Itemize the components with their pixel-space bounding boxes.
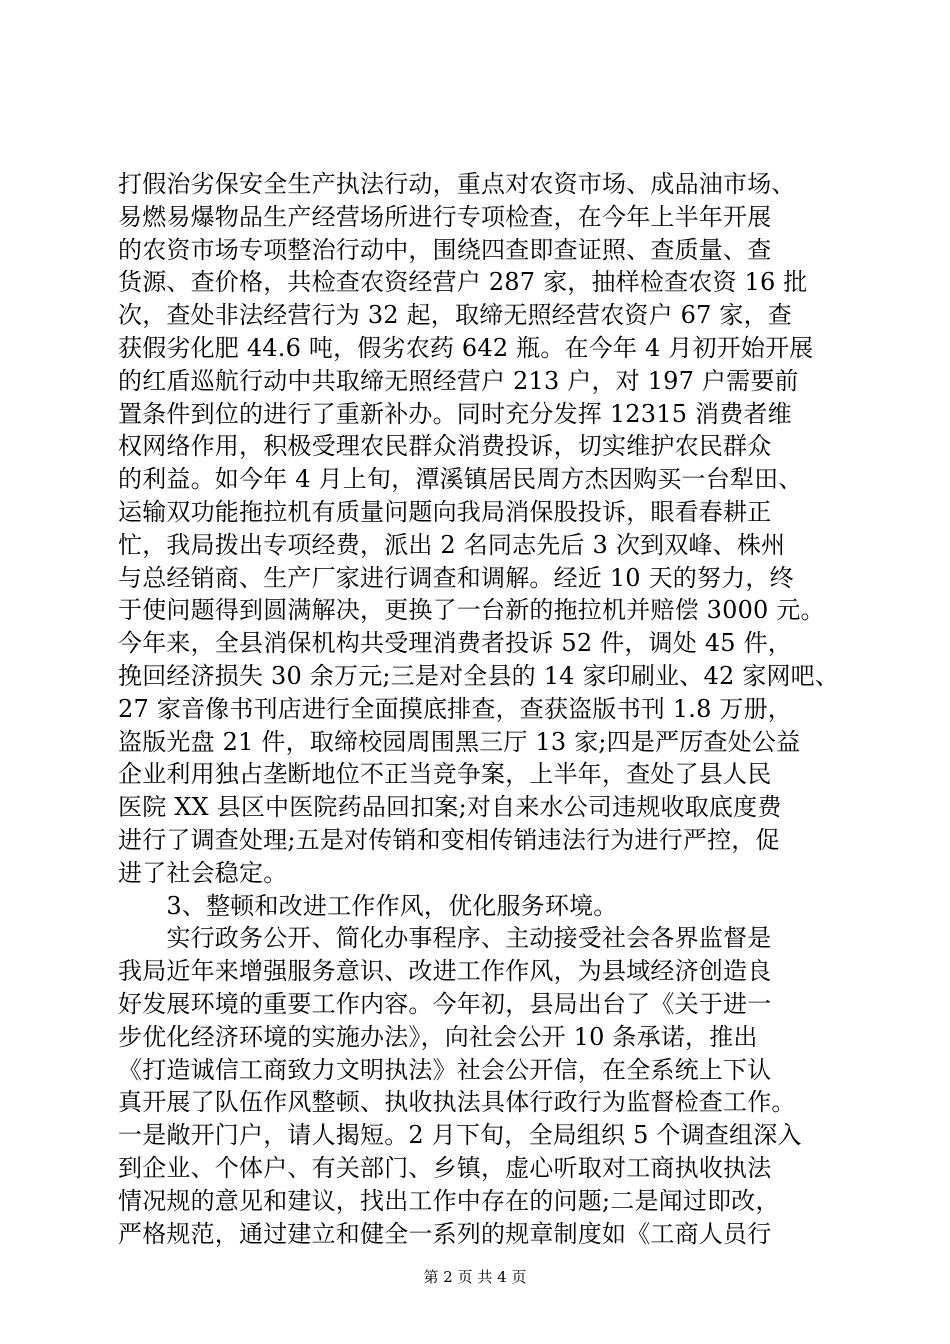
text-line: 与总经销商、生产厂家进行调查和调解。经近 10 天的努力，终 <box>118 563 794 592</box>
text-line: 打假治劣保安全生产执法行动，重点对农资市场、成品油市场、 <box>118 170 796 198</box>
text-line: 忙，我局拨出专项经费，派出 2 名同志先后 3 次到双峰、株州 <box>118 530 786 559</box>
page-footer: 第 2 页 共 4 页 <box>423 1268 527 1286</box>
text-line: 权网络作用，积极受理农民群众消费投诉，切实维护农民群众 <box>118 432 772 461</box>
text-line: 《打造诚信工商致力文明执法》社会公开信，在全系统上下认 <box>118 1055 772 1084</box>
text-line: 真开展了队伍作风整顿、执收执法具体行政行为监督检查工作。 <box>118 1088 796 1117</box>
text-line: 置条件到位的进行了重新补办。同时充分发挥 12315 消费者维 <box>118 399 792 428</box>
text-line: 企业利用独占垄断地位不正当竞争案，上半年，查处了县人民 <box>118 760 772 789</box>
text-line: 挽回经济损失 30 余万元;三是对全县的 14 家印刷业、42 家网吧、 <box>118 661 840 690</box>
text-line: 3、整顿和改进工作作风，优化服务环境。 <box>118 891 618 920</box>
body-text <box>118 168 858 1250</box>
text-line: 27 家音像书刊店进行全面摸底排查，查获盗版书刊 1.8 万册， <box>118 694 792 723</box>
text-line: 易燃易爆物品生产经营场所进行专项检查，在今年上半年开展 <box>118 202 772 231</box>
text-line: 进了社会稳定。 <box>118 858 288 887</box>
text-line: 的红盾巡航行动中共取缔无照经营户 213 户，对 197 户需要前 <box>118 366 799 395</box>
text-line: 进行了调查处理;五是对传销和变相传销违法行为进行严控，促 <box>118 825 780 854</box>
text-line: 严格规范，通过建立和健全一系列的规章制度如《工商人员行 <box>118 1219 772 1248</box>
text-line: 运输双功能拖拉机有质量问题向我局消保股投诉，眼看春耕正 <box>118 497 772 526</box>
text-line: 我局近年来增强服务意识、改进工作作风，为县域经济创造良 <box>118 957 772 986</box>
text-line: 获假劣化肥 44.6 吨，假劣农药 642 瓶。在今年 4 月初开始开展 <box>118 333 814 362</box>
text-line: 盗版光盘 21 件，取缔校园周围黑三厅 13 家;四是严厉查处公益 <box>118 727 801 756</box>
text-line: 步优化经济环境的实施办法》，向社会公开 10 条承诺，推出 <box>118 1022 758 1051</box>
text-line: 情况规的意见和建议，找出工作中存在的问题;二是闻过即改， <box>118 1186 780 1215</box>
text-line: 今年来，全县消保机构共受理消费者投诉 52 件，调处 45 件， <box>118 629 792 658</box>
text-line: 好发展环境的重要工作内容。今年初，县局出台了《关于进一 <box>118 989 772 1018</box>
text-line: 医院 XX 县区中医院药品回扣案;对自来水公司违规收取底度费 <box>118 793 782 822</box>
text-line: 货源、查价格，共检查农资经营户 287 家，抽样检查农资 16 批 <box>118 268 808 297</box>
text-line: 一是敞开门户，请人揭短。2 月下旬，全局组织 5 个调查组深入 <box>118 1121 802 1150</box>
text-line: 实行政务公开、简化办事程序、主动接受社会各界监督是 <box>118 924 772 953</box>
text-line: 的利益。如今年 4 月上旬，潭溪镇居民周方杰因购买一台犁田、 <box>118 465 803 494</box>
text-line: 于使问题得到圆满解决，更换了一台新的拖拉机并赔偿 3000 元。 <box>118 596 825 625</box>
text-line: 次，查处非法经营行为 32 起，取缔无照经营农资户 67 家，查 <box>118 301 792 330</box>
text-line: 的农资市场专项整治行动中，围绕四查即查证照、查质量、查 <box>118 235 772 264</box>
text-line: 到企业、个体户、有关部门、乡镇，虚心听取对工商执收执法 <box>118 1153 772 1182</box>
